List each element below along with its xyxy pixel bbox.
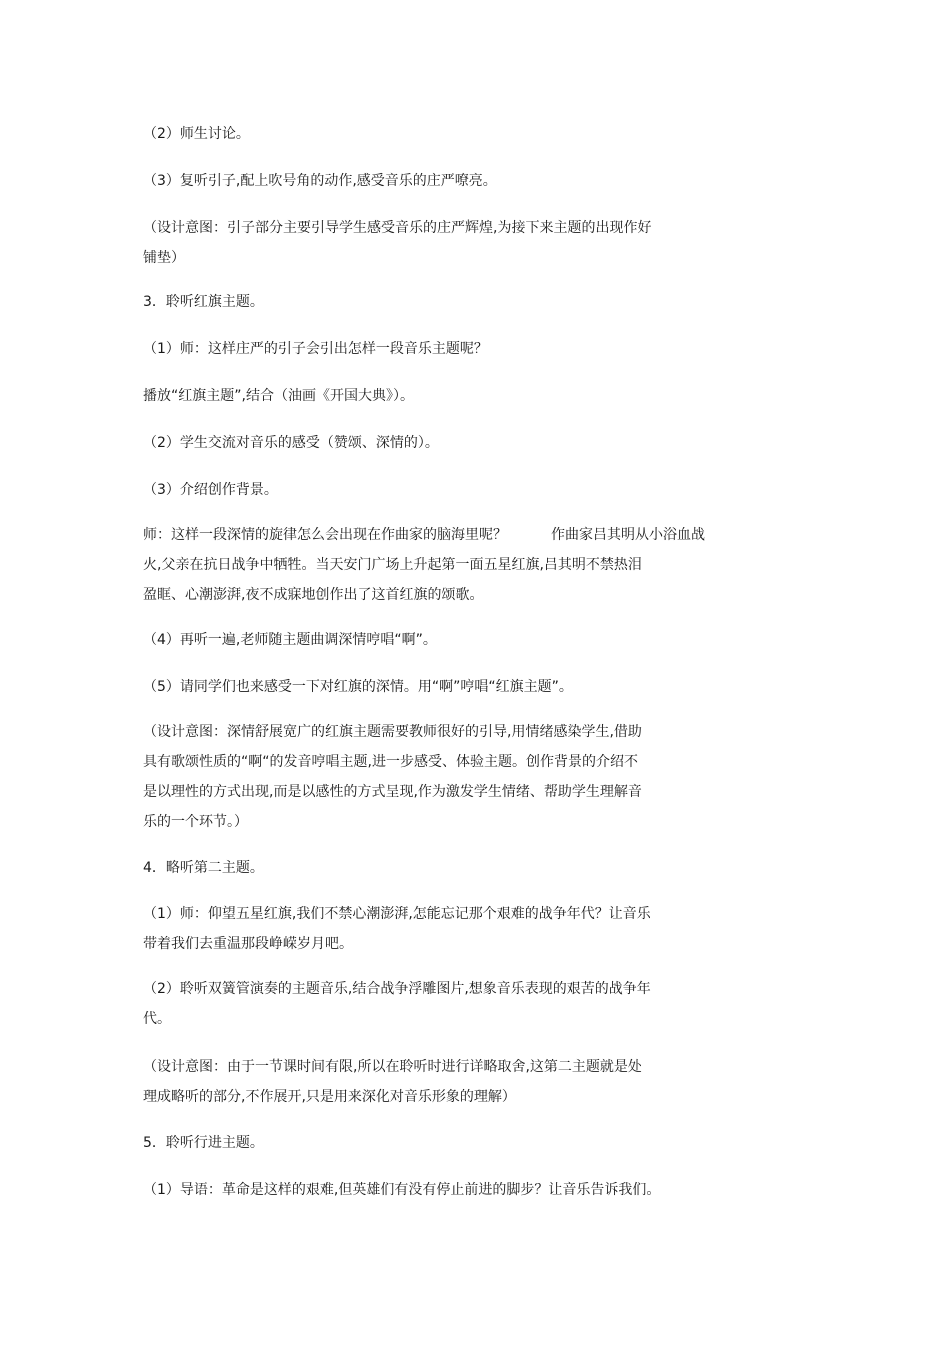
text-line: 具有歌颂性质的“啊“的发音哼唱主题,进一步感受、体验主题。创作背景的介绍不: [143, 754, 638, 770]
text-line: （1）导语：革命是这样的艰难,但英雄们有没有停止前进的脚步？让音乐告诉我们。: [143, 1182, 661, 1198]
text-line: 5．聆听行进主题。: [143, 1135, 264, 1151]
paragraph-students-hum: [143, 672, 803, 702]
paragraph-design-intent-intro: [143, 213, 803, 273]
text-segment: 作曲家吕其明从小浴血战: [551, 527, 705, 543]
text-line: （1）师：这样庄严的引子会引出怎样一段音乐主题呢？: [143, 341, 488, 357]
text-line: （3）复听引子,配上吹号角的动作,感受音乐的庄严嘹亮。: [143, 173, 497, 189]
paragraph-design-intent-red-flag: [143, 717, 803, 837]
paragraph-introduction-words: [143, 1175, 803, 1205]
text-line: 盈眶、心潮澎湃,夜不成寐地创作出了这首红旗的颂歌。: [143, 587, 484, 603]
text-line: （设计意图：深情舒展宽广的红旗主题需要教师很好的引导,用情绪感染学生,借助: [143, 724, 642, 740]
section-heading-red-flag-theme: [143, 287, 803, 317]
text-line: 代。: [143, 1011, 171, 1027]
text-line: 乐的一个环节。）: [143, 814, 248, 830]
paragraph-background-intro: [143, 475, 803, 505]
text-line: （2）学生交流对音乐的感受（赞颂、深情的）。: [143, 435, 439, 451]
paragraph-teacher-hum: [143, 625, 803, 655]
text-line: 4．略听第二主题。: [143, 860, 264, 876]
text-line: 播放“红旗主题”,结合（油画《开国大典》）。: [143, 388, 414, 404]
text-line: （3）介绍创作背景。: [143, 482, 278, 498]
paragraph-composer-story: [143, 520, 803, 610]
paragraph-teacher-question: [143, 334, 803, 364]
text-line: （1）师：仰望五星红旗,我们不禁心潮澎湃,怎能忘记那个艰难的战争年代？让音乐: [143, 906, 651, 922]
paragraph-war-years: [143, 899, 803, 959]
paragraph-teacher-student-discussion: [143, 119, 803, 149]
text-line: [143, 520, 803, 550]
paragraph-student-exchange: [143, 428, 803, 458]
paragraph-design-intent-second-theme: [143, 1052, 803, 1112]
section-heading-second-theme: [143, 853, 803, 883]
text-segment: 师：这样一段深情的旋律怎么会出现在作曲家的脑海里呢？: [143, 527, 507, 543]
text-line: 3．聆听红旗主题。: [143, 294, 264, 310]
text-line: （设计意图：引子部分主要引导学生感受音乐的庄严辉煌,为接下来主题的出现作好: [143, 220, 652, 236]
text-line: （5）请同学们也来感受一下对红旗的深情。用“啊”哼唱“红旗主题”。: [143, 679, 573, 695]
text-line: （2）师生讨论。: [143, 126, 250, 142]
text-line: （设计意图：由于一节课时间有限,所以在聆听时进行详略取舍,这第二主题就是处: [143, 1059, 642, 1075]
text-line: （2）聆听双簧管演奏的主题音乐,结合战争浮雕图片,想象音乐表现的艰苦的战争年: [143, 981, 651, 997]
text-line: （4）再听一遍,老师随主题曲调深情哼唱“啊”。: [143, 632, 437, 648]
section-heading-march-theme: [143, 1128, 803, 1158]
paragraph-play-theme: [143, 381, 803, 411]
paragraph-replay-intro: [143, 166, 803, 196]
text-line: 是以理性的方式出现,而是以感性的方式呈现,作为激发学生情绪、帮助学生理解音: [143, 784, 642, 800]
text-line: 理成略听的部分,不作展开,只是用来深化对音乐形象的理解）: [143, 1089, 516, 1105]
paragraph-oboe-theme: [143, 974, 803, 1034]
text-line: 带着我们去重温那段峥嵘岁月吧。: [143, 936, 353, 952]
text-line: 火,父亲在抗日战争中牺牲。当天安门广场上升起第一面五星红旗,吕其明不禁热泪: [143, 557, 642, 573]
text-line: 铺垫）: [143, 250, 185, 266]
